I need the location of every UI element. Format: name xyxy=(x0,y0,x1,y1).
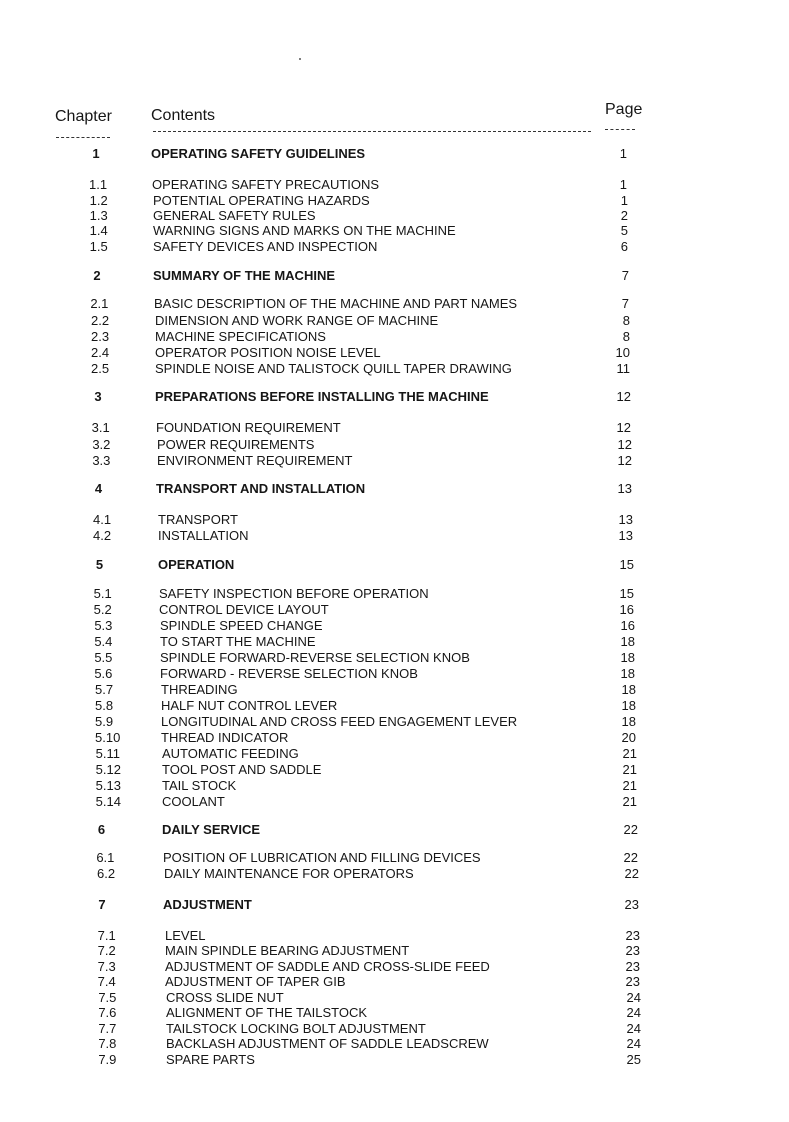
item-title: LONGITUDINAL AND CROSS FEED ENGAGEMENT LEVER xyxy=(161,714,518,729)
chapter-title: SUMMARY OF THE MACHINE xyxy=(153,268,335,283)
item-number: 7.8 xyxy=(98,1036,117,1051)
toc-item xyxy=(0,177,789,192)
item-page: 24 xyxy=(626,1021,641,1036)
toc-item xyxy=(0,794,789,809)
toc-item xyxy=(0,1036,789,1051)
item-number: 5.5 xyxy=(94,650,113,665)
toc-item xyxy=(0,959,789,974)
item-title: AUTOMATIC FEEDING xyxy=(162,746,299,761)
item-page: 6 xyxy=(620,239,628,254)
item-page: 2 xyxy=(620,208,628,223)
toc-item xyxy=(0,296,789,311)
item-title: ADJUSTMENT OF TAPER GIB xyxy=(165,974,346,989)
item-page: 12 xyxy=(617,437,632,452)
toc-item xyxy=(0,714,789,729)
chapter-page: 23 xyxy=(624,897,639,912)
item-title: TAILSTOCK LOCKING BOLT ADJUSTMENT xyxy=(166,1021,426,1036)
toc-item xyxy=(0,650,789,665)
toc-item xyxy=(0,453,789,468)
toc-item xyxy=(0,528,789,543)
item-title: ADJUSTMENT OF SADDLE AND CROSS-SLIDE FEED xyxy=(165,959,490,974)
item-title: THREAD INDICATOR xyxy=(161,730,289,745)
item-title: SPINDLE FORWARD-REVERSE SELECTION KNOB xyxy=(160,650,470,665)
item-page: 5 xyxy=(620,223,628,238)
item-title: BASIC DESCRIPTION OF THE MACHINE AND PART NAMES xyxy=(154,296,518,311)
item-number: 7.3 xyxy=(97,959,116,974)
chapter-page: 12 xyxy=(616,389,631,404)
item-title: INSTALLATION xyxy=(158,528,249,543)
item-title: COOLANT xyxy=(162,794,225,809)
toc-item xyxy=(0,866,789,881)
item-title: TO START THE MACHINE xyxy=(160,634,316,649)
item-title: SAFETY INSPECTION BEFORE OPERATION xyxy=(159,586,429,601)
item-title: POTENTIAL OPERATING HAZARDS xyxy=(153,193,370,208)
item-number: 5.4 xyxy=(94,634,113,649)
chapter-page: 22 xyxy=(623,822,638,837)
item-number: 5.3 xyxy=(94,618,113,633)
item-title: LEVEL xyxy=(165,928,206,943)
item-title: FOUNDATION REQUIREMENT xyxy=(156,420,341,435)
item-page: 13 xyxy=(618,528,633,543)
item-page: 18 xyxy=(620,666,635,681)
item-title: MAIN SPINDLE BEARING ADJUSTMENT xyxy=(165,943,410,958)
item-page: 21 xyxy=(622,762,637,777)
item-page: 7 xyxy=(621,296,629,311)
item-title: CONTROL DEVICE LAYOUT xyxy=(159,602,329,617)
toc-item xyxy=(0,682,789,697)
item-page: 20 xyxy=(621,730,636,745)
item-number: 1.4 xyxy=(89,223,108,238)
toc-item xyxy=(0,928,789,943)
item-number: 5.8 xyxy=(95,698,114,713)
item-page: 8 xyxy=(622,313,630,328)
item-title: ALIGNMENT OF THE TAILSTOCK xyxy=(166,1005,368,1020)
item-number: 1.1 xyxy=(89,177,108,192)
chapter-row xyxy=(0,557,789,573)
item-page: 16 xyxy=(619,602,634,617)
toc-item xyxy=(0,990,789,1005)
item-page: 22 xyxy=(624,866,639,881)
item-title: SPINDLE SPEED CHANGE xyxy=(160,618,323,633)
chapter-row xyxy=(0,146,789,162)
item-page: 23 xyxy=(625,959,640,974)
toc-item xyxy=(0,943,789,958)
item-title: SPARE PARTS xyxy=(166,1052,255,1067)
toc-item xyxy=(0,313,789,328)
item-number: 2.4 xyxy=(91,345,110,360)
item-title: POWER REQUIREMENTS xyxy=(157,437,315,452)
item-page: 24 xyxy=(626,990,641,1005)
toc-item xyxy=(0,618,789,633)
chapter-number: 3 xyxy=(94,389,102,404)
toc-item xyxy=(0,420,789,435)
toc-item xyxy=(0,634,789,649)
item-title: SAFETY DEVICES AND INSPECTION xyxy=(153,239,378,254)
item-number: 1.2 xyxy=(89,193,108,208)
item-page: 12 xyxy=(616,420,631,435)
toc-item xyxy=(0,345,789,360)
toc-item xyxy=(0,778,789,793)
chapter-title: PREPARATIONS BEFORE INSTALLING THE MACHINE xyxy=(155,389,489,404)
toc-item xyxy=(0,698,789,713)
item-title: POSITION OF LUBRICATION AND FILLING DEVICES xyxy=(163,850,481,865)
toc-item xyxy=(0,1052,789,1067)
item-title: FORWARD - REVERSE SELECTION KNOB xyxy=(160,666,418,681)
item-number: 1.5 xyxy=(89,239,108,254)
chapter-row xyxy=(0,268,789,284)
item-page: 21 xyxy=(622,794,637,809)
chapter-title: TRANSPORT AND INSTALLATION xyxy=(156,481,366,496)
item-title: TOOL POST AND SADDLE xyxy=(162,762,322,777)
item-number: 5.6 xyxy=(94,666,113,681)
item-page: 23 xyxy=(625,943,640,958)
chapter-page: 1 xyxy=(619,146,627,161)
item-page: 18 xyxy=(621,698,636,713)
item-page: 8 xyxy=(622,329,630,344)
item-title: ENVIRONMENT REQUIREMENT xyxy=(157,453,353,468)
chapter-title: ADJUSTMENT xyxy=(163,897,252,912)
chapter-number: 5 xyxy=(95,557,104,572)
item-page: 1 xyxy=(619,177,627,192)
item-title: WARNING SIGNS AND MARKS ON THE MACHINE xyxy=(153,223,456,238)
item-number: 3.2 xyxy=(92,437,111,452)
toc-item xyxy=(0,762,789,777)
chapter-page: 13 xyxy=(617,481,632,496)
item-title: SPINDLE NOISE AND TALISTOCK QUILL TAPER DRAWING xyxy=(155,361,512,376)
item-number: 6.2 xyxy=(97,866,116,881)
chapter-page: 7 xyxy=(621,268,629,283)
item-number: 6.1 xyxy=(96,850,115,865)
item-page: 24 xyxy=(626,1005,641,1020)
item-number: 3.3 xyxy=(92,453,111,468)
chapter-row xyxy=(0,897,789,913)
chapter-row xyxy=(0,822,789,838)
item-page: 12 xyxy=(617,453,632,468)
item-number: 7.1 xyxy=(97,928,116,943)
item-page: 18 xyxy=(621,682,636,697)
chapter-row xyxy=(0,389,789,405)
chapter-number: 6 xyxy=(97,822,106,837)
item-title: OPERATOR POSITION NOISE LEVEL xyxy=(155,345,381,360)
item-title: CROSS SLIDE NUT xyxy=(166,990,284,1005)
item-page: 25 xyxy=(626,1052,641,1067)
item-page: 22 xyxy=(623,850,638,865)
toc-item xyxy=(0,746,789,761)
toc-item xyxy=(0,329,789,344)
item-number: 2.3 xyxy=(91,329,110,344)
toc-item xyxy=(0,223,789,238)
item-page: 11 xyxy=(616,361,630,376)
contents-heading: Contents xyxy=(151,107,216,124)
item-number: 1.3 xyxy=(89,208,108,223)
toc-item xyxy=(0,586,789,601)
item-title: GENERAL SAFETY RULES xyxy=(153,208,316,223)
chapter-title: OPERATION xyxy=(158,557,235,572)
toc-item xyxy=(0,208,789,223)
chapter-number: 7 xyxy=(98,897,106,912)
chapter-heading: Chapter xyxy=(55,108,112,125)
chapter-number: 2 xyxy=(93,268,101,283)
item-number: 5.10 xyxy=(95,730,121,745)
item-number: 5.14 xyxy=(95,794,121,809)
item-title: OPERATING SAFETY PRECAUTIONS xyxy=(152,177,380,192)
toc-item xyxy=(0,193,789,208)
item-page: 21 xyxy=(622,778,637,793)
item-number: 2.2 xyxy=(91,313,110,328)
item-number: 2.1 xyxy=(90,296,109,311)
item-title: HALF NUT CONTROL LEVER xyxy=(161,698,338,713)
toc-item xyxy=(0,666,789,681)
item-number: 7.7 xyxy=(98,1021,117,1036)
item-title: BACKLASH ADJUSTMENT OF SADDLE LEADSCREW xyxy=(166,1036,489,1051)
item-page: 21 xyxy=(622,746,637,761)
toc-item xyxy=(0,850,789,865)
toc-item xyxy=(0,239,789,254)
item-page: 1 xyxy=(620,193,628,208)
item-page: 23 xyxy=(625,974,640,989)
chapter-row xyxy=(0,481,789,497)
item-number: 4.1 xyxy=(93,512,112,527)
item-number: 5.13 xyxy=(95,778,121,793)
item-number: 3.1 xyxy=(91,420,110,435)
chapter-title: OPERATING SAFETY GUIDELINES xyxy=(151,146,366,161)
toc-item xyxy=(0,361,789,376)
item-page: 24 xyxy=(626,1036,641,1051)
toc-item xyxy=(0,1005,789,1020)
chapter-number: 1 xyxy=(92,146,100,161)
item-number: 7.4 xyxy=(97,974,116,989)
item-number: 5.1 xyxy=(93,586,112,601)
item-number: 5.11 xyxy=(95,746,120,761)
toc-item xyxy=(0,437,789,452)
item-number: 4.2 xyxy=(93,528,112,543)
item-page: 16 xyxy=(620,618,635,633)
chapter-page: 15 xyxy=(619,557,634,572)
item-title: DAILY MAINTENANCE FOR OPERATORS xyxy=(164,866,414,881)
item-number: 7.6 xyxy=(98,1005,117,1020)
chapter-title: DAILY SERVICE xyxy=(162,822,261,837)
chapter-number: 4 xyxy=(94,481,103,496)
item-page: 13 xyxy=(618,512,633,527)
item-number: 5.7 xyxy=(95,682,114,697)
item-page: 18 xyxy=(621,714,636,729)
item-number: 7.9 xyxy=(98,1052,117,1067)
item-number: 2.5 xyxy=(91,361,110,376)
item-number: 5.12 xyxy=(95,762,121,777)
item-title: TRANSPORT xyxy=(158,512,238,527)
toc-item xyxy=(0,730,789,745)
item-title: DIMENSION AND WORK RANGE OF MACHINE xyxy=(155,313,439,328)
item-title: TAIL STOCK xyxy=(162,778,237,793)
toc-item xyxy=(0,602,789,617)
page-heading: Page xyxy=(605,101,643,118)
item-number: 7.2 xyxy=(97,943,116,958)
toc-item xyxy=(0,512,789,527)
item-page: 18 xyxy=(620,650,635,665)
item-number: 7.5 xyxy=(98,990,117,1005)
item-page: 15 xyxy=(619,586,634,601)
toc-item xyxy=(0,974,789,989)
toc-item xyxy=(0,1021,789,1036)
item-page: 23 xyxy=(625,928,640,943)
item-number: 5.9 xyxy=(95,714,114,729)
item-number: 5.2 xyxy=(93,602,112,617)
item-title: MACHINE SPECIFICATIONS xyxy=(155,329,326,344)
item-page: 10 xyxy=(615,345,630,360)
item-title: THREADING xyxy=(161,682,238,697)
item-page: 18 xyxy=(620,634,635,649)
